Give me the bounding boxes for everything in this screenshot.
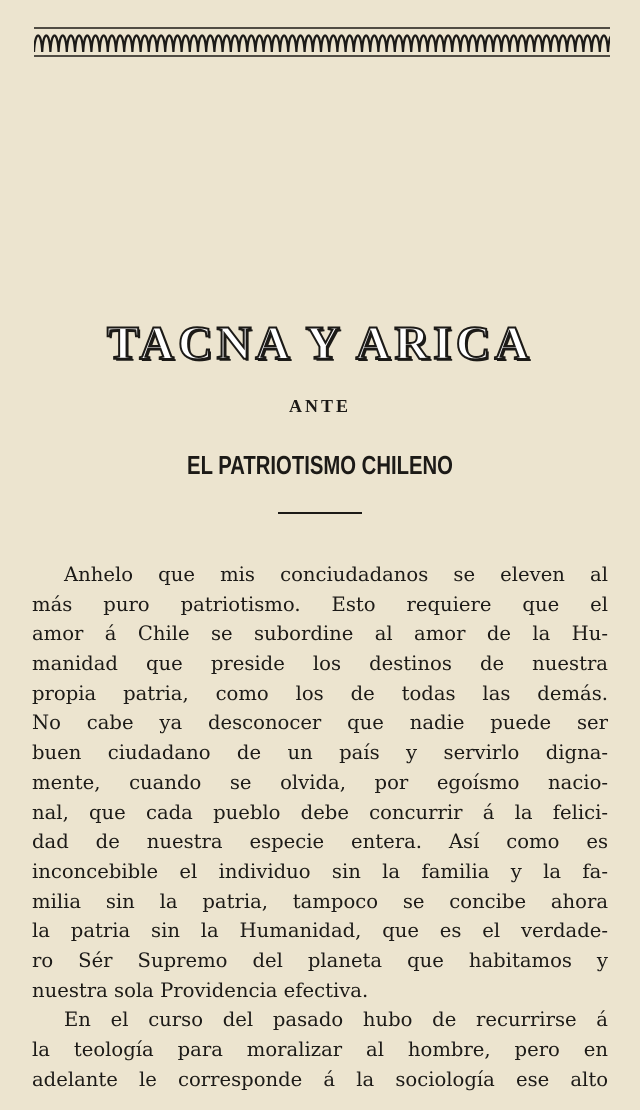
text-line: nal, que cada pueblo debe concurrir á la felici- xyxy=(32,800,608,824)
text-line: inconcebible el individuo sin la familia y la fa- xyxy=(32,859,608,883)
text-line: No cabe ya desconocer que nadie puede ser xyxy=(32,711,608,735)
body-text xyxy=(32,560,608,1094)
text-line: En el curso del pasado hubo de recurrirse á xyxy=(64,1008,608,1032)
text-line: buen ciudadano de un país y servirlo digna- xyxy=(32,741,608,765)
paragraph-2 xyxy=(32,1005,608,1094)
text-line: milia sin la patria, tampoco se concibe ahora xyxy=(32,889,608,913)
text-line: la patria sin la Humanidad, que es el verdade- xyxy=(32,919,608,943)
ornamental-border xyxy=(34,24,610,60)
text-line: mente, cuando se olvida, por egoísmo nacio- xyxy=(32,770,608,794)
divider-rule xyxy=(278,512,362,514)
ante-heading: ANTE xyxy=(288,396,351,416)
subtitle-heading: EL PATRIOTISMO CHILENO xyxy=(187,450,453,480)
text-line: Anhelo que mis conciudadanos se eleven al xyxy=(64,563,608,586)
page-title: TACNA Y ARICA xyxy=(106,317,534,370)
text-line: nuestra sola Providencia efectiva. xyxy=(32,978,369,1002)
text-line: más puro patriotismo. Esto requiere que el xyxy=(32,592,608,616)
paragraph-1 xyxy=(32,560,608,1005)
text-line: dad de nuestra especie entera. Así como es xyxy=(32,830,608,854)
text-line: la teología para moralizar al hombre, pero en xyxy=(32,1038,608,1061)
text-line: amor á Chile se subordine al amor de la Hu- xyxy=(32,622,608,646)
text-line: ro Sér Supremo del planeta que habitamos y xyxy=(32,948,608,972)
text-line: manidad que preside los destinos de nuestra xyxy=(32,652,608,676)
text-line: propia patria, como los de todas las demás. xyxy=(32,681,608,705)
text-line: adelante le corresponde á la sociología ese alto xyxy=(32,1067,608,1091)
ornament-loop-path xyxy=(34,36,610,53)
